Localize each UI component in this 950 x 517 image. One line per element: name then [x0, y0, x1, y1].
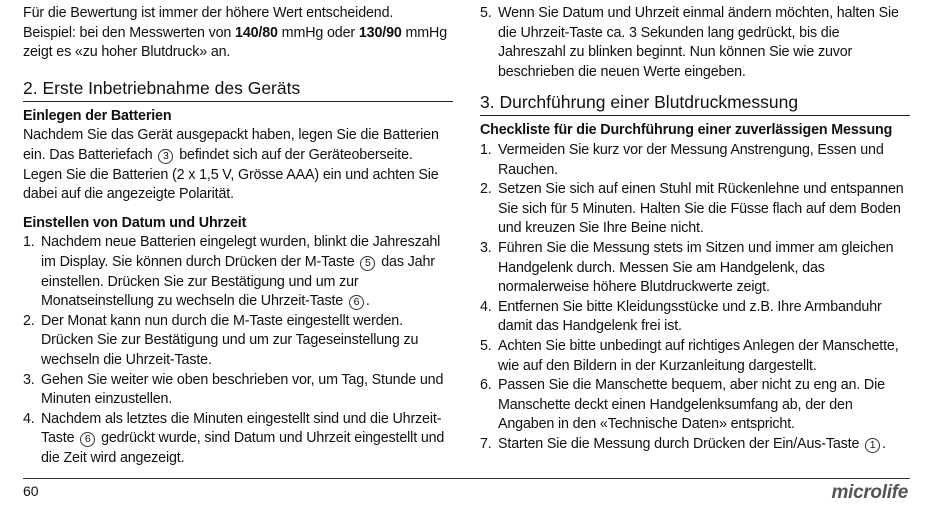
right-column: [480, 4, 910, 454]
step-text: Gehen Sie weiter wie oben beschrieben vor, um Tag, Stunde und Minuten einzustellen.: [41, 371, 444, 408]
datetime-step-5: [480, 4, 910, 82]
step-text: Passen Sie die Manschette bequem, aber nicht zu eng an. Die Manschette deckt einen Handgelenksumfang ab, der den Angaben in den «Technische Daten» entspricht.: [498, 377, 885, 433]
step-text: .: [365, 293, 370, 310]
example-unit-1: mmHg oder: [277, 24, 359, 41]
example-prefix: Beispiel: bei den Messwerten von: [23, 24, 236, 41]
step-number: 4.: [480, 298, 492, 315]
time-button-ref: 6: [80, 432, 95, 447]
datetime-steps-continued: [480, 4, 910, 82]
checklist-item-6: [480, 376, 910, 435]
battery-compartment-ref: 3: [158, 149, 173, 164]
microlife-logo: microlife: [831, 482, 908, 503]
step-number: 2.: [23, 312, 35, 329]
page-number: 60: [23, 483, 39, 499]
step-text: Der Monat kann nun durch die M-Taste eingestellt werden. Drücken Sie zur Bestätigung und um zur Tageseinstellung zu wechseln die Uhrzeit-Taste.: [41, 312, 419, 368]
section-3-title: 3. Durchführung einer Blutdruckmessung: [480, 91, 910, 116]
step-text: .: [882, 435, 886, 452]
intro-line-1: Für die Bewertung ist immer der höhere Wert entscheidend.: [23, 5, 394, 21]
checklist: [480, 141, 910, 455]
step-number: 4.: [23, 410, 35, 427]
datetime-heading: Einstellen von Datum und Uhrzeit: [23, 214, 247, 231]
batteries-heading: Einlegen der Batterien: [23, 107, 172, 124]
step-text: Nachdem neue Batterien eingelegt wurden, blinkt die Jahreszahl im Display. Sie können durch Drücken der M-Taste: [41, 234, 441, 270]
example-unit-2: mmHg: [401, 24, 448, 41]
step-number: 3.: [480, 239, 492, 256]
step-number: 3.: [23, 371, 35, 388]
section-2-title: 2. Erste Inbetriebnahme des Geräts: [23, 77, 453, 102]
checklist-item-4: [480, 298, 910, 337]
step-text: Führen Sie die Messung stets im Sitzen und immer am gleichen Handgelenk durch. Messen Sie am Handgelenk, das normalerweise höhere Blutdruckwerte zeigt.: [498, 239, 894, 296]
checklist-item-7: [480, 435, 910, 455]
checklist-item-3: [480, 239, 910, 298]
step-number: 6.: [480, 377, 492, 394]
left-column: [23, 4, 453, 468]
checklist-item-5: [480, 337, 910, 376]
batteries-text-a: Nachdem Sie das Gerät ausgepackt haben, legen Sie die Batterien ein. Das Batteriefach: [23, 127, 439, 163]
on-off-button-ref: 1: [865, 438, 880, 453]
step-text: Setzen Sie sich auf einen Stuhl mit Rückenlehne und entspannen Sie sich für 5 Minuten. Halten Sie die Füsse flach auf dem Boden und kreuzen Sie Ihre Beine nicht.: [498, 181, 904, 237]
batteries-text: [23, 126, 453, 204]
step-text: Wenn Sie Datum und Uhrzeit einmal ändern möchten, halten Sie die Uhrzeit-Taste ca. 3 Sekunden lang gedrückt, bis die Jahreszahl zu blinken beginnt. Nun können Sie wie zuvor beschrieben die neuen Werte eingeben.: [498, 5, 899, 80]
datetime-step-4: [23, 410, 453, 469]
step-text: Nachdem als letztes die Minuten eingestellt sind und die Uhrzeit-Taste: [41, 410, 442, 447]
time-button-ref: 6: [349, 295, 364, 310]
intro-line-3: zeigt es «zu hoher Blutdruck» an.: [23, 44, 231, 61]
step-number: 5.: [480, 337, 492, 354]
step-text: Starten Sie die Messung durch Drücken der Ein/Aus-Taste: [498, 435, 860, 452]
footer-divider: [23, 478, 910, 479]
datetime-step-2: [23, 312, 453, 371]
step-text: das Jahr einstellen. Drücken Sie zur Bestätigung und um zur Monatseinstellung zu wechseln die Uhrzeit-Taste: [41, 253, 435, 310]
m-button-ref: 5: [360, 256, 375, 271]
step-text: Achten Sie bitte unbedingt auf richtiges Anlegen der Manschette, wie auf den Bildern in der Kurzanleitung dargestellt.: [498, 337, 899, 374]
datetime-step-1: [23, 233, 453, 311]
step-number: 1.: [23, 234, 35, 251]
intro-example: [23, 24, 453, 44]
step-number: 5.: [480, 5, 492, 21]
checklist-heading: Checkliste für die Durchführung einer zuverlässigen Messung: [480, 122, 893, 139]
example-value-1: 140/80: [235, 24, 278, 41]
step-text: Vermeiden Sie kurz vor der Messung Anstrengung, Essen und Rauchen.: [498, 141, 884, 178]
step-number: 1.: [480, 141, 492, 158]
batteries-text-b: befindet sich auf der Geräteoberseite. Legen Sie die Batterien (2 x 1,5 V, Grösse AAA) ein und achten Sie dabei auf die angezeigte Polarität.: [23, 146, 439, 203]
datetime-steps: [23, 233, 453, 468]
datetime-step-3: [23, 371, 453, 410]
checklist-item-1: [480, 141, 910, 180]
example-value-2: 130/90: [358, 24, 402, 41]
checklist-item-2: [480, 180, 910, 239]
step-number: 7.: [480, 435, 492, 452]
step-text: gedrückt wurde, sind Datum und Uhrzeit eingestellt und die Zeit wird angezeigt.: [41, 430, 445, 466]
step-text: Entfernen Sie bitte Kleidungsstücke und z.B. Ihre Armbanduhr damit das Handgelenk frei ist.: [498, 298, 882, 335]
step-number: 2.: [480, 181, 492, 198]
